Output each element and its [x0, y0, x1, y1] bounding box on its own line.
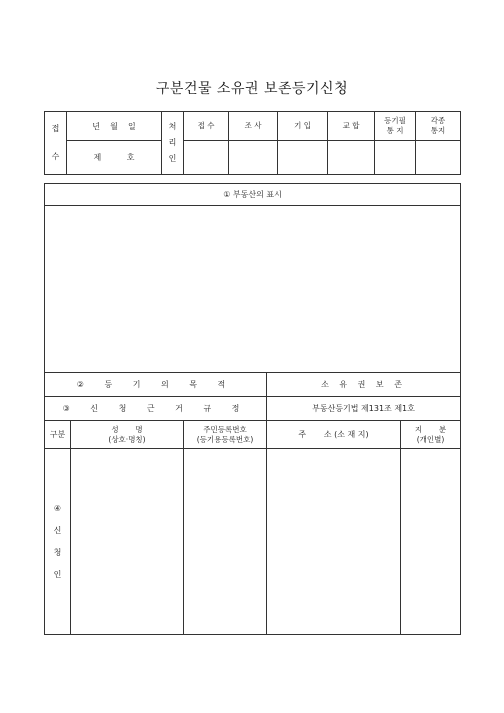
header-share: 지 분 (개인별)	[401, 421, 461, 449]
completion-notice-cell-empty[interactable]	[375, 141, 416, 175]
reception-table	[44, 111, 461, 175]
property-description-area[interactable]	[45, 206, 461, 373]
col-header-collation: 교 합	[328, 112, 375, 141]
col-header-inspection: 조 사	[229, 112, 278, 141]
section-property-header: ① 부동산의 표시	[45, 184, 461, 206]
col-header-entry: 기 입	[278, 112, 328, 141]
applicant-share-cell[interactable]	[401, 449, 461, 635]
reception-cell-empty[interactable]	[184, 141, 229, 175]
header-registration-number: 주민등록번호 (등기용등록번호)	[184, 421, 267, 449]
various-notice-cell-empty[interactable]	[416, 141, 461, 175]
collation-cell-empty[interactable]	[328, 141, 375, 175]
reception-number-cell[interactable]: 제 호	[67, 141, 162, 175]
header-name: 성 명 (상호·명칭)	[71, 421, 184, 449]
entry-cell-empty[interactable]	[278, 141, 328, 175]
basis-value: 부동산등기법 제131조 제1호	[267, 397, 461, 421]
purpose-label: ② 등 기 의 목 적	[45, 373, 267, 397]
col-header-various-notice: 각종 통지	[416, 112, 461, 141]
reception-side-label: 접 수	[45, 112, 67, 175]
header-address: 주 소 (소 재 지)	[267, 421, 401, 449]
application-form-table	[44, 183, 461, 635]
col-header-reception: 접 수	[184, 112, 229, 141]
purpose-value: 소 유 권 보 존	[267, 373, 461, 397]
header-category: 구분	[45, 421, 71, 449]
process-side-label: 처 리 인	[162, 112, 184, 175]
reception-date-cell[interactable]: 년 월 일	[67, 112, 162, 141]
applicant-side-label: ④ 신 청 인	[45, 449, 71, 635]
page-title: 구분건물 소유권 보존등기신청	[155, 81, 349, 97]
applicant-address-cell[interactable]	[267, 449, 401, 635]
col-header-completion-notice: 등기필 통 지	[375, 112, 416, 141]
applicant-registration-number-cell[interactable]	[184, 449, 267, 635]
inspection-cell-empty[interactable]	[229, 141, 278, 175]
basis-label: ③ 신 청 근 거 규 정	[45, 397, 267, 421]
applicant-name-cell[interactable]	[71, 449, 184, 635]
